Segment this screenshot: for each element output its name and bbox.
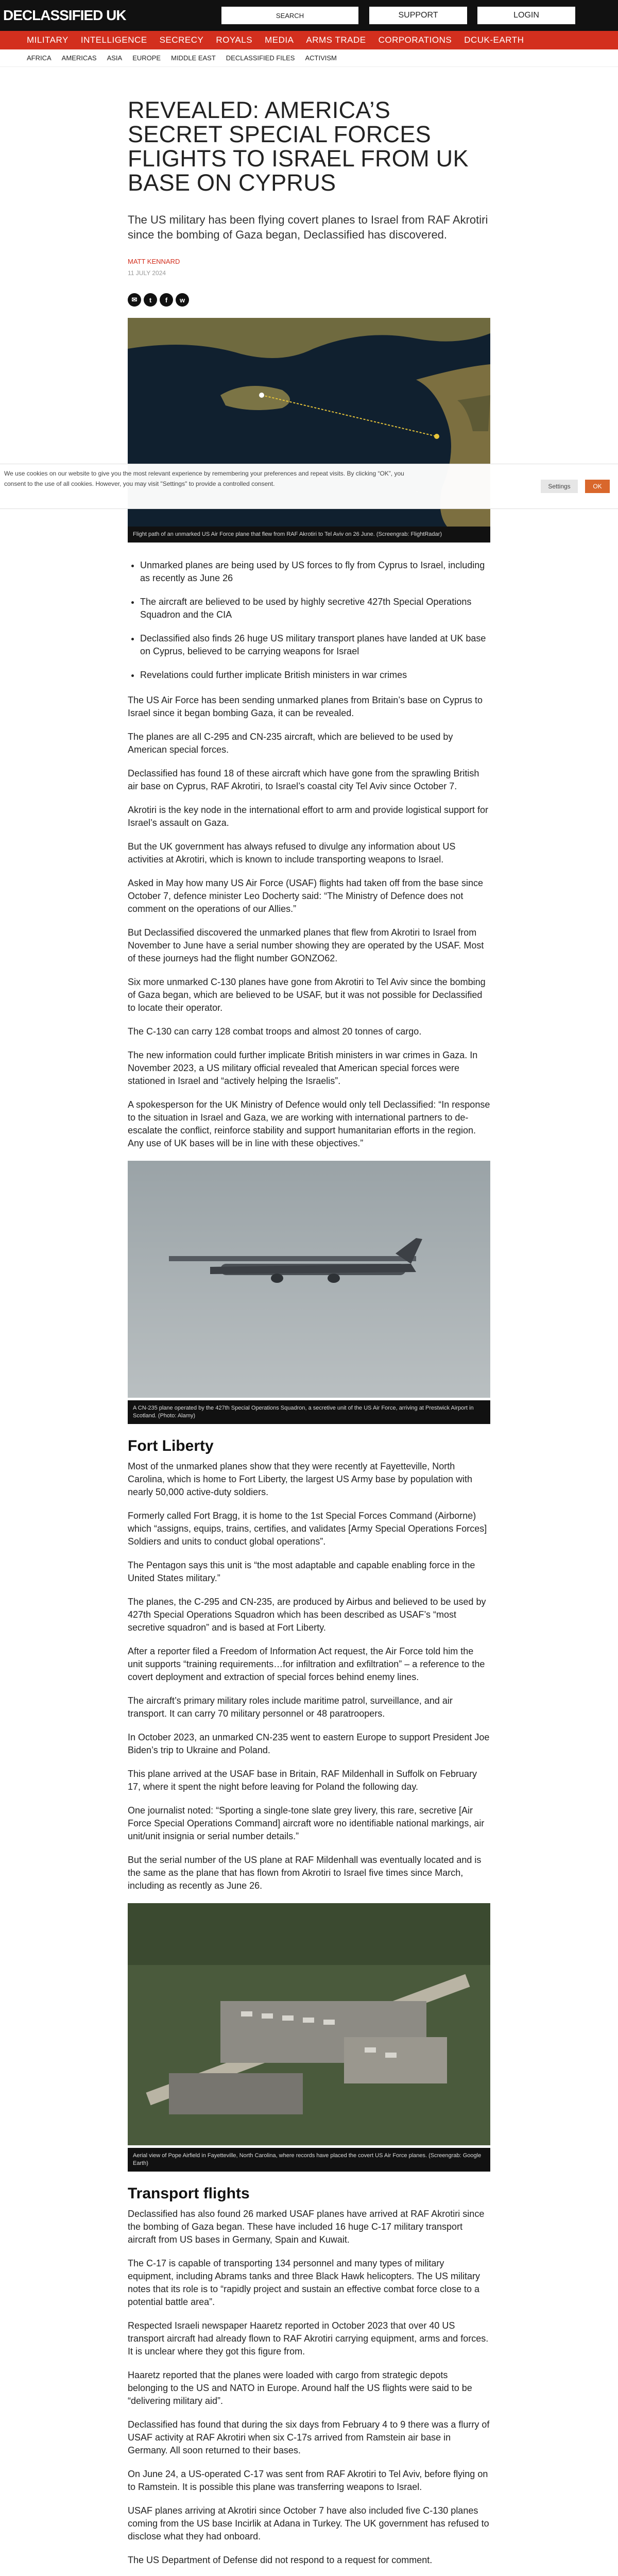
paragraph: The planes are all C-295 and CN-235 aircraft, which are believed to be used by American special forces.: [128, 732, 453, 755]
paragraph: Akrotiri is the key node in the international effort to arm and provide logistical support for Israel’s assault on Gaza.: [128, 805, 489, 828]
paragraph: Formerly called Fort Bragg, it is home to the 1st Special Forces Command (Airborne) which “assigns, equips, trains, certifies, and validates [Army Special Operations Forces] Soldiers and units to conduct global operations”.: [128, 1511, 487, 1547]
subnav-item-middle-east[interactable]: MIDDLE EAST: [171, 54, 216, 62]
whatsapp-icon[interactable]: w: [176, 293, 189, 307]
site-logo[interactable]: DECLASSIFIED UK: [3, 7, 126, 23]
paragraph: USAF planes arriving at Akrotiri since October 7 have also included five C-130 planes coming from the US base Incirlik at Adana in Turkey. The UK government has refused to disclose what they had onboard.: [128, 2505, 489, 2541]
photo2-caption: Aerial view of Pope Airfield in Fayetteville, North Carolina, where records have placed the covert US Air Force planes. (Screengrab: Google Earth): [128, 2148, 490, 2172]
subnav-item-activism[interactable]: ACTIVISM: [305, 54, 337, 62]
key-points: [128, 559, 490, 682]
paragraph: The C-17 is capable of transporting 134 personnel and many types of military equipment, including Abrams tanks and three Black Hawk helicopters. The US military notes that its role is to “rapidly project and sustain an effective combat force close to a potential battle area”.: [128, 2258, 480, 2307]
search-button[interactable]: [221, 7, 358, 24]
paragraph: One journalist noted: “Sporting a single-tone slate grey livery, this rare, secretive [Air Force Special Operations Command] aircraft wore no identifiable national markings, air unit/unit insignia or serial number details.”: [128, 1805, 485, 1841]
paragraph: Respected Israeli newspaper Haaretz reported in October 2023 that over 40 US transport aircraft had already flown to RAF Akrotiri carrying equipment, arms and forces. It is unclear where they got this figure from.: [128, 2320, 489, 2357]
plane-photo: [128, 1161, 490, 1400]
main-nav: [0, 31, 618, 49]
cookie-ok-button[interactable]: OK: [585, 480, 610, 493]
paragraph: The C-130 can carry 128 combat troops and almost 20 tonnes of cargo.: [128, 1026, 422, 1037]
twitter-icon[interactable]: t: [144, 293, 157, 307]
top-bar: [0, 0, 618, 31]
subnav-item-asia[interactable]: ASIA: [107, 54, 123, 62]
list-item: • Revelations could further implicate British ministers in war crimes: [140, 669, 490, 682]
airfield-photo: [128, 1903, 490, 2148]
paragraph: Haaretz reported that the planes were loaded with cargo from strategic depots belonging to the US and NATO in Europe. Around half the US flights were said to be “delivering military aid”.: [128, 2370, 472, 2406]
paragraph: A spokesperson for the UK Ministry of Defence would only tell Declassified: “In response to the situation in Israel and Gaza, we are working with international partners to de-escalate the conflict, reinforce stability and support humanitarian efforts in the region. Any use of UK bases will be in line with these objectives.”: [128, 1099, 490, 1148]
paragraph: Declassified has found that during the six days from February 4 to 9 there was a flurry of USAF activity at RAF Akrotiri when six C-17s arrived from Ramstein air base in Germany. All soon returned to their bases.: [128, 2419, 490, 2455]
paragraph: But the UK government has always refused to divulge any information about US activities at Akrotiri, which is known to include transporting weapons to Israel.: [128, 841, 456, 865]
paragraph: The new information could further implicate British ministers in war crimes in Gaza. In November 2023, a US military official revealed that American special forces were stationed in Israel and “actively helping the Israelis”.: [128, 1050, 478, 1086]
facebook-icon[interactable]: f: [160, 293, 173, 307]
nav-item-secrecy[interactable]: SECRECY: [159, 35, 204, 45]
paragraph: The US Air Force has been sending unmarked planes from Britain’s base on Cyprus to Israel since it began bombing Gaza, it can be revealed.: [128, 695, 483, 718]
share-buttons: [128, 293, 490, 307]
photo1-caption: A CN-235 plane operated by the 427th Special Operations Squadron, a secretive unit of the US Air Force, arriving at Prestwick Airport in Scotland. (Photo: Alamy): [128, 1400, 490, 1424]
paragraph: Declassified has also found 26 marked USAF planes have arrived at RAF Akrotiri since the bombing of Gaza began. These have included 16 huge C-17 military transport aircraft from US bases in Germany, Spain and Kuwait.: [128, 2209, 485, 2245]
nav-item-royals[interactable]: ROYALS: [216, 35, 253, 45]
nav-item-intelligence[interactable]: INTELLIGENCE: [80, 35, 147, 45]
sub-nav: [0, 49, 618, 67]
paragraph: The aircraft’s primary military roles include maritime patrol, surveillance, and air transport. It can carry 70 military personnel or 48 paratroopers.: [128, 1696, 453, 1719]
email-icon[interactable]: ✉: [128, 293, 141, 307]
author-link[interactable]: MATT KENNARD: [128, 258, 180, 265]
cookie-settings-button[interactable]: Settings: [541, 480, 578, 493]
plane-graphic: [128, 1161, 490, 1398]
article-title: REVEALED: AMERICA’S SECRET SPECIAL FORCES FLIGHTS TO ISRAEL FROM UK BASE ON CYPRUS: [128, 97, 469, 196]
login-button[interactable]: LOGIN: [477, 7, 575, 24]
paragraph: After a reporter filed a Freedom of Information Act request, the Air Force told him the unit supports “training requirements…for infiltration and exfiltration” – a reference to the covert deployment and extraction of special forces behind enemy lines.: [128, 1646, 485, 1682]
article-date: 11 JULY 2024: [128, 269, 166, 277]
paragraph: Six more unmarked C-130 planes have gone from Akrotiri to Tel Aviv since the bombing of Gaza began, which are believed to be USAF, but it was not possible for Declassified to locate their operator.: [128, 977, 486, 1013]
paragraph: But Declassified discovered the unmarked planes that flew from Akrotiri to Israel from November to June have a serial number showing they are operated by the USAF. Most of these journeys had the flight number GONZO62.: [128, 927, 484, 963]
list-item: • The aircraft are believed to be used by highly secretive 427th Special Operations Squadron and the CIA: [140, 596, 490, 621]
support-button[interactable]: SUPPORT: [369, 7, 467, 24]
paragraph: Most of the unmarked planes show that they were recently at Fayetteville, North Carolina, which is home to Fort Liberty, the largest US Army base by population with nearly 50,000 active-duty soldiers.: [128, 1461, 472, 1497]
paragraph: The US Department of Defense did not respond to a request for comment.: [128, 2555, 433, 2565]
cookie-banner: [0, 464, 618, 509]
paragraph: In October 2023, an unmarked CN-235 went to eastern Europe to support President Joe Biden’s trip to Ukraine and Poland.: [128, 1732, 490, 1755]
paragraph: Asked in May how many US Air Force (USAF) flights had taken off from the base since October 7, defence minister Leo Docherty said: “The Ministry of Defence does not comment on the operations of our Allies.”: [128, 878, 483, 914]
paragraph: On June 24, a US-operated C-17 was sent from RAF Akrotiri to Tel Aviv, before flying on to Ramstein. It is possible this plane was transferring weapons to Israel.: [128, 2469, 488, 2492]
paragraph: Declassified has found 18 of these aircraft which have gone from the sprawling British air base on Cyprus, RAF Akrotiri, to Israel’s coastal city Tel Aviv since October 7.: [128, 768, 479, 791]
paragraph: This plane arrived at the USAF base in Britain, RAF Mildenhall in Suffolk on February 17, where it spent the night before leaving for Poland the following day.: [128, 1769, 477, 1792]
list-item: • Unmarked planes are being used by US forces to fly from Cyprus to Israel, including as recently as June 26: [140, 559, 490, 585]
nav-item-military[interactable]: MILITARY: [27, 35, 68, 45]
article-lede: The US military has been flying covert planes to Israel from RAF Akrotiri since the bombing of Gaza began, Declassified has discovered.: [128, 213, 488, 241]
subnav-item-americas[interactable]: AMERICAS: [61, 54, 97, 62]
list-item: • Declassified also finds 26 huge US military transport planes have landed at UK base on Cyprus, believed to be carrying weapons for Israel: [140, 632, 490, 658]
search-label: SEARCH: [276, 11, 304, 20]
nav-item-dcuk-earth[interactable]: DCUK-EARTH: [464, 35, 524, 45]
nav-item-media[interactable]: MEDIA: [265, 35, 294, 45]
section-heading-fort-liberty: Fort Liberty: [128, 1437, 214, 1454]
cookie-text: We use cookies on our website to give you the most relevant experience by remembering your preferences and repeat visits. By clicking “OK”, you consent to the use of all cookies. However, you may visit "Settings" to provide a controlled consent.: [4, 470, 404, 487]
nav-item-corporations[interactable]: CORPORATIONS: [378, 35, 452, 45]
paragraph: The planes, the C-295 and CN-235, are produced by Airbus and believed to be used by 427th Special Operations Squadron which has been described as USAF’s “most secretive squadron” and is based at Fort Liberty.: [128, 1597, 486, 1633]
paragraph: But the serial number of the US plane at RAF Mildenhall was eventually located and is the same as the plane that has flown from Akrotiri to Israel five times since March, including as recently as June 26.: [128, 1855, 482, 1891]
section-heading-transport: Transport flights: [128, 2185, 250, 2202]
paragraph: The Pentagon says this unit is “the most adaptable and capable enabling force in the United States military.”: [128, 1560, 475, 1583]
subnav-item-declassified-files[interactable]: DECLASSIFIED FILES: [226, 54, 295, 62]
nav-item-arms-trade[interactable]: ARMS TRADE: [306, 35, 366, 45]
subnav-item-africa[interactable]: AFRICA: [27, 54, 52, 62]
map-caption: Flight path of an unmarked US Air Force plane that flew from RAF Akrotiri to Tel Aviv on 26 June. (Screengrab: FlightRadar): [128, 527, 490, 543]
airfield-graphic: [128, 1903, 490, 2145]
subnav-item-europe[interactable]: EUROPE: [132, 54, 161, 62]
